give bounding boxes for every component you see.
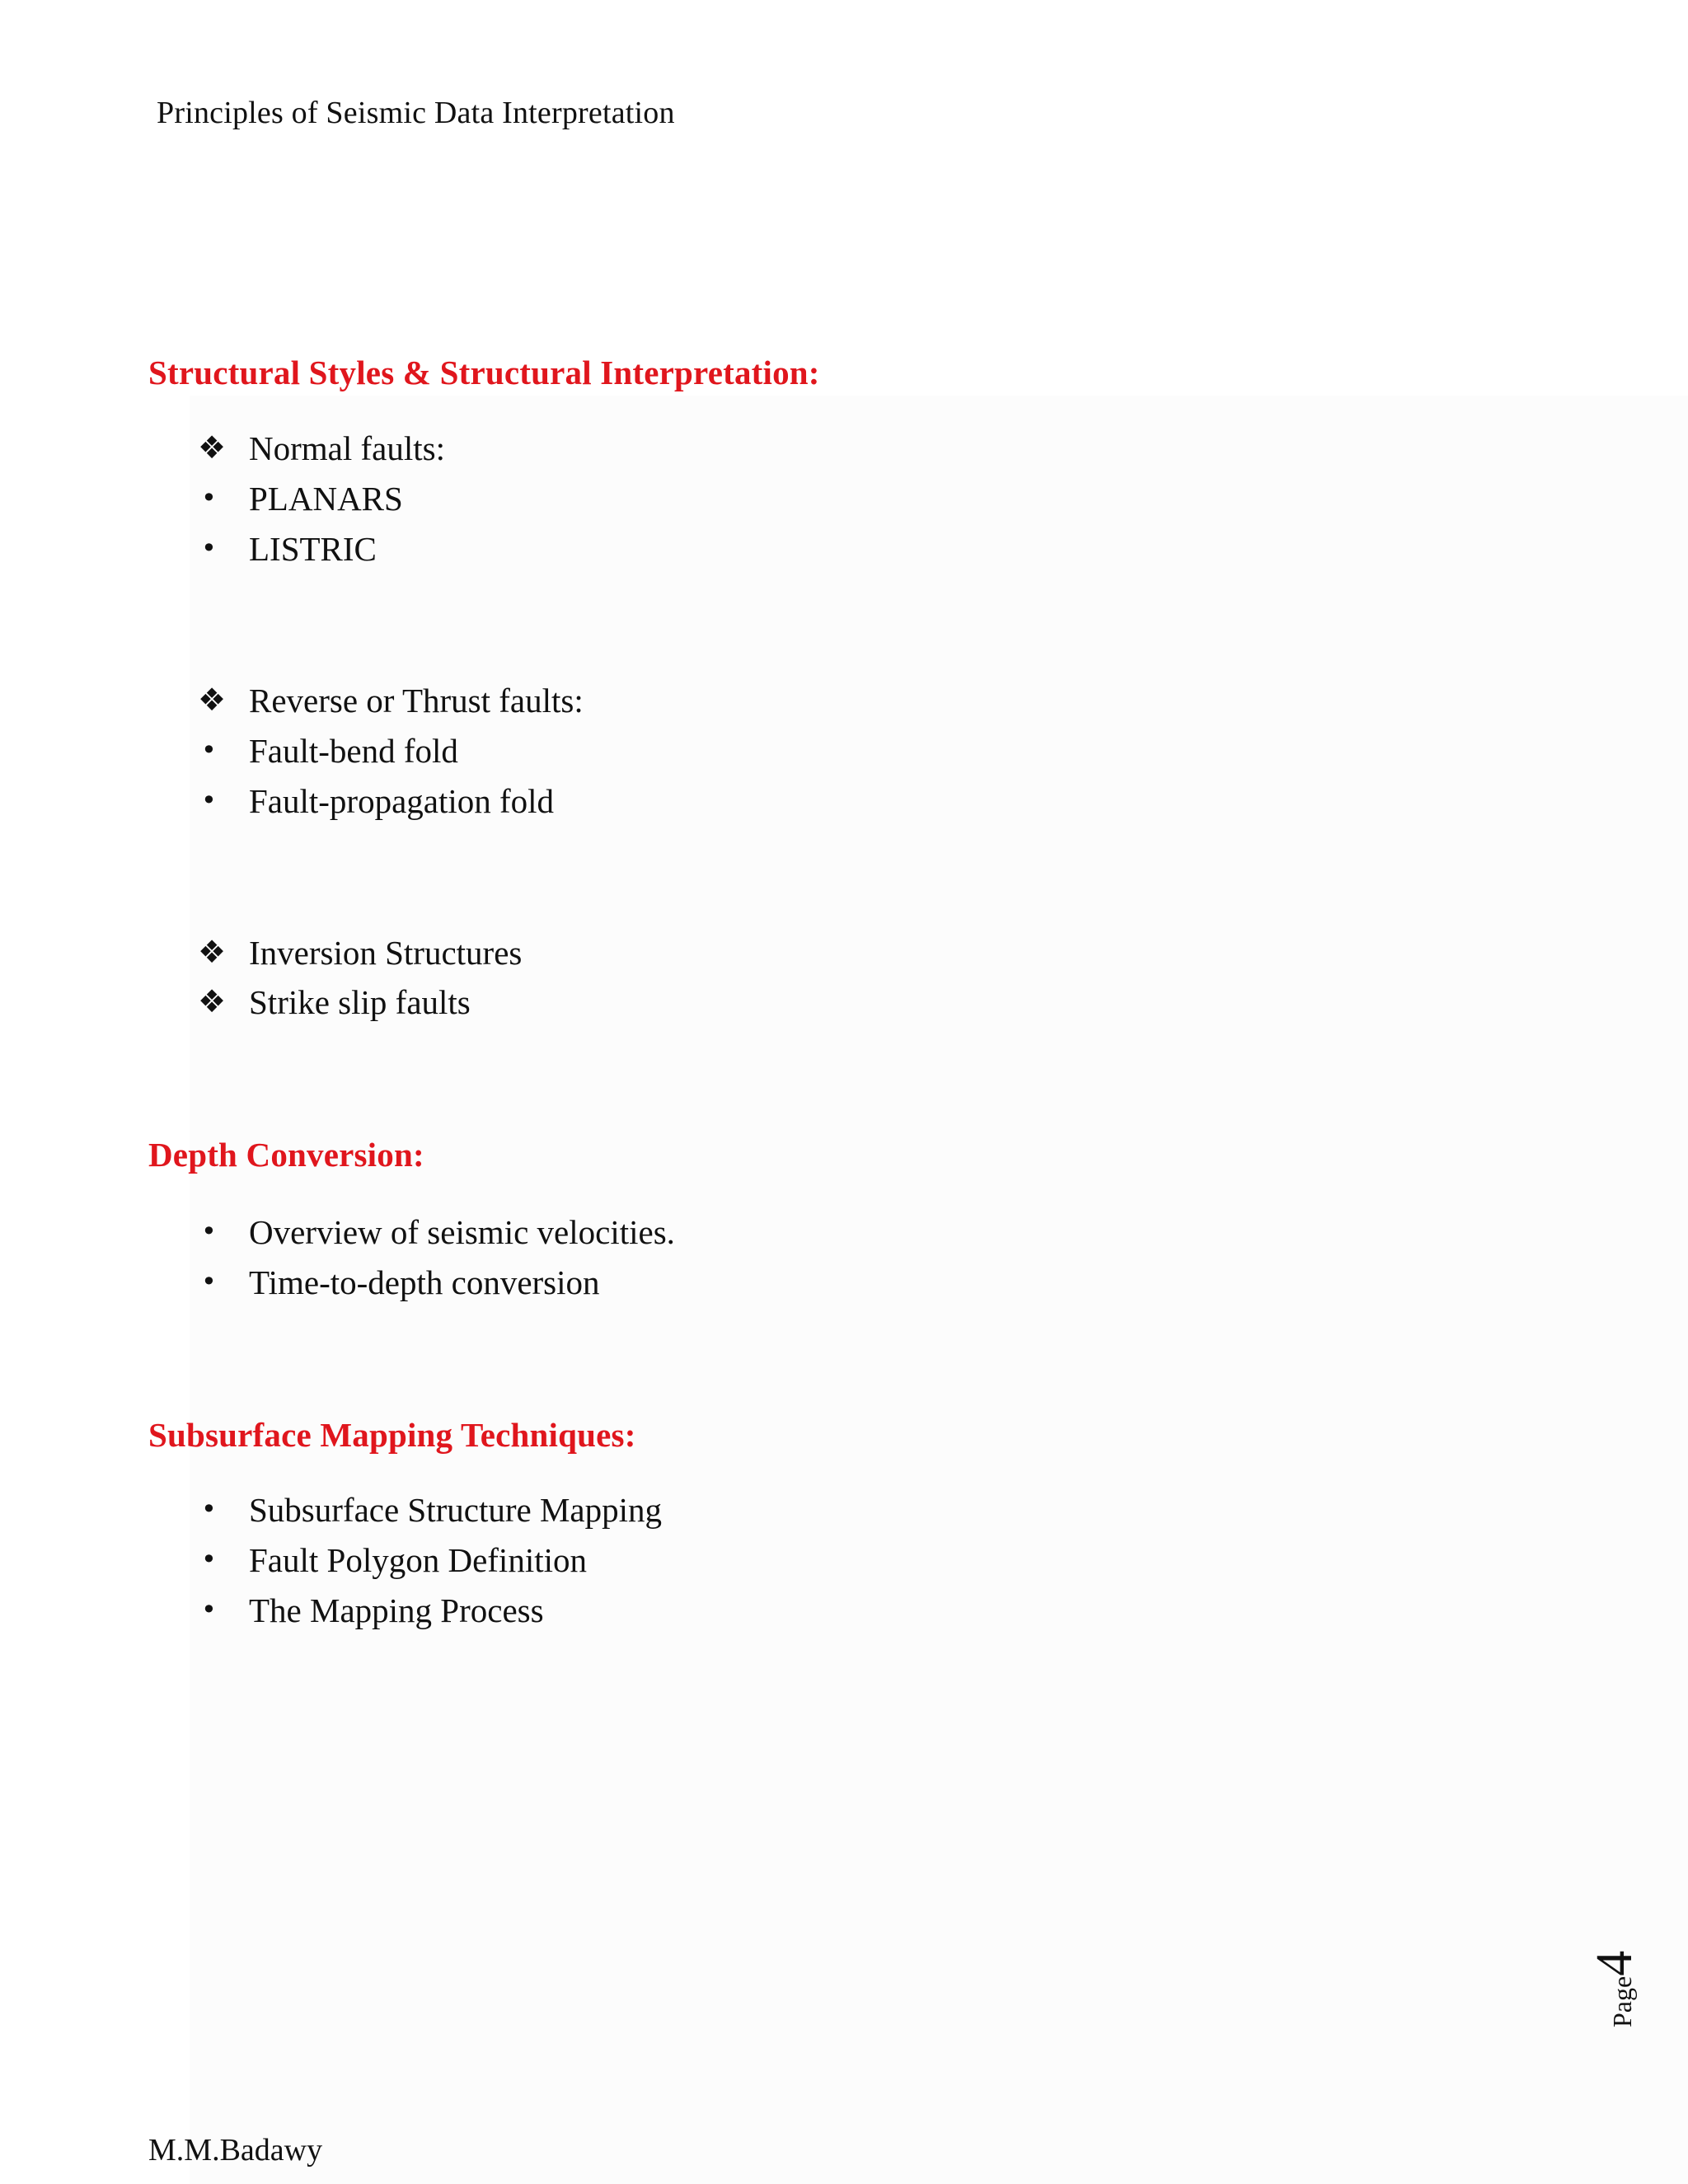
list-item-text: LISTRIC — [249, 530, 377, 568]
list-item-text: Subsurface Structure Mapping — [249, 1491, 662, 1529]
section-heading-structural-styles: Structural Styles & Structural Interpretation: — [148, 354, 820, 391]
list-item — [198, 782, 555, 820]
footer-author: M.M.Badawy — [148, 2133, 323, 2168]
list-item-text: Normal faults: — [249, 429, 445, 467]
bullet-icon: • — [201, 1544, 217, 1575]
list-item-text: Inversion Structures — [249, 934, 523, 972]
list-item-text: Strike slip faults — [249, 983, 471, 1021]
bullet-icon: • — [201, 1594, 217, 1625]
diamond-bullet-icon: ❖ — [198, 983, 227, 1019]
list-item-text: Overview of seismic velocities. — [249, 1213, 675, 1251]
list-item — [198, 482, 403, 516]
list-item — [198, 1213, 675, 1251]
list-item-text: Reverse or Thrust faults: — [249, 682, 584, 719]
list-item — [198, 936, 522, 970]
bullet-icon: • — [201, 1266, 217, 1297]
list-item — [198, 532, 377, 566]
bullet-icon: • — [201, 1216, 217, 1247]
bullet-icon: • — [201, 1493, 217, 1525]
list-item-text: Time-to-depth conversion — [249, 1263, 600, 1301]
list-item-text: Fault Polygon Definition — [249, 1541, 587, 1579]
list-item-text: The Mapping Process — [249, 1591, 544, 1629]
diamond-bullet-icon: ❖ — [198, 682, 227, 718]
section-heading-subsurface-mapping: Subsurface Mapping Techniques: — [148, 1416, 636, 1454]
list-item-text: PLANARS — [249, 480, 403, 518]
list-item — [198, 429, 445, 467]
list-item — [198, 684, 584, 718]
bullet-icon: • — [201, 785, 217, 816]
bullet-icon: • — [201, 734, 217, 766]
section-heading-depth-conversion: Depth Conversion: — [148, 1136, 424, 1174]
list-item-text: Fault-bend fold — [249, 732, 458, 770]
page-number — [1587, 1950, 1643, 2027]
diamond-bullet-icon: ❖ — [198, 429, 227, 466]
list-item — [198, 983, 471, 1021]
diamond-bullet-icon: ❖ — [198, 934, 227, 970]
list-item — [198, 734, 458, 768]
bullet-icon: • — [201, 532, 217, 564]
list-item — [198, 1263, 600, 1301]
list-item-text: Fault-propagation fold — [249, 782, 555, 820]
list-item — [198, 1541, 587, 1579]
list-item — [198, 1493, 662, 1527]
page-number-value: 4 — [1587, 1950, 1643, 1976]
bullet-icon: • — [201, 482, 217, 513]
running-header-title: Principles of Seismic Data Interpretation — [157, 96, 675, 130]
page-label: Page — [1607, 1975, 1637, 2027]
list-item — [198, 1591, 544, 1629]
